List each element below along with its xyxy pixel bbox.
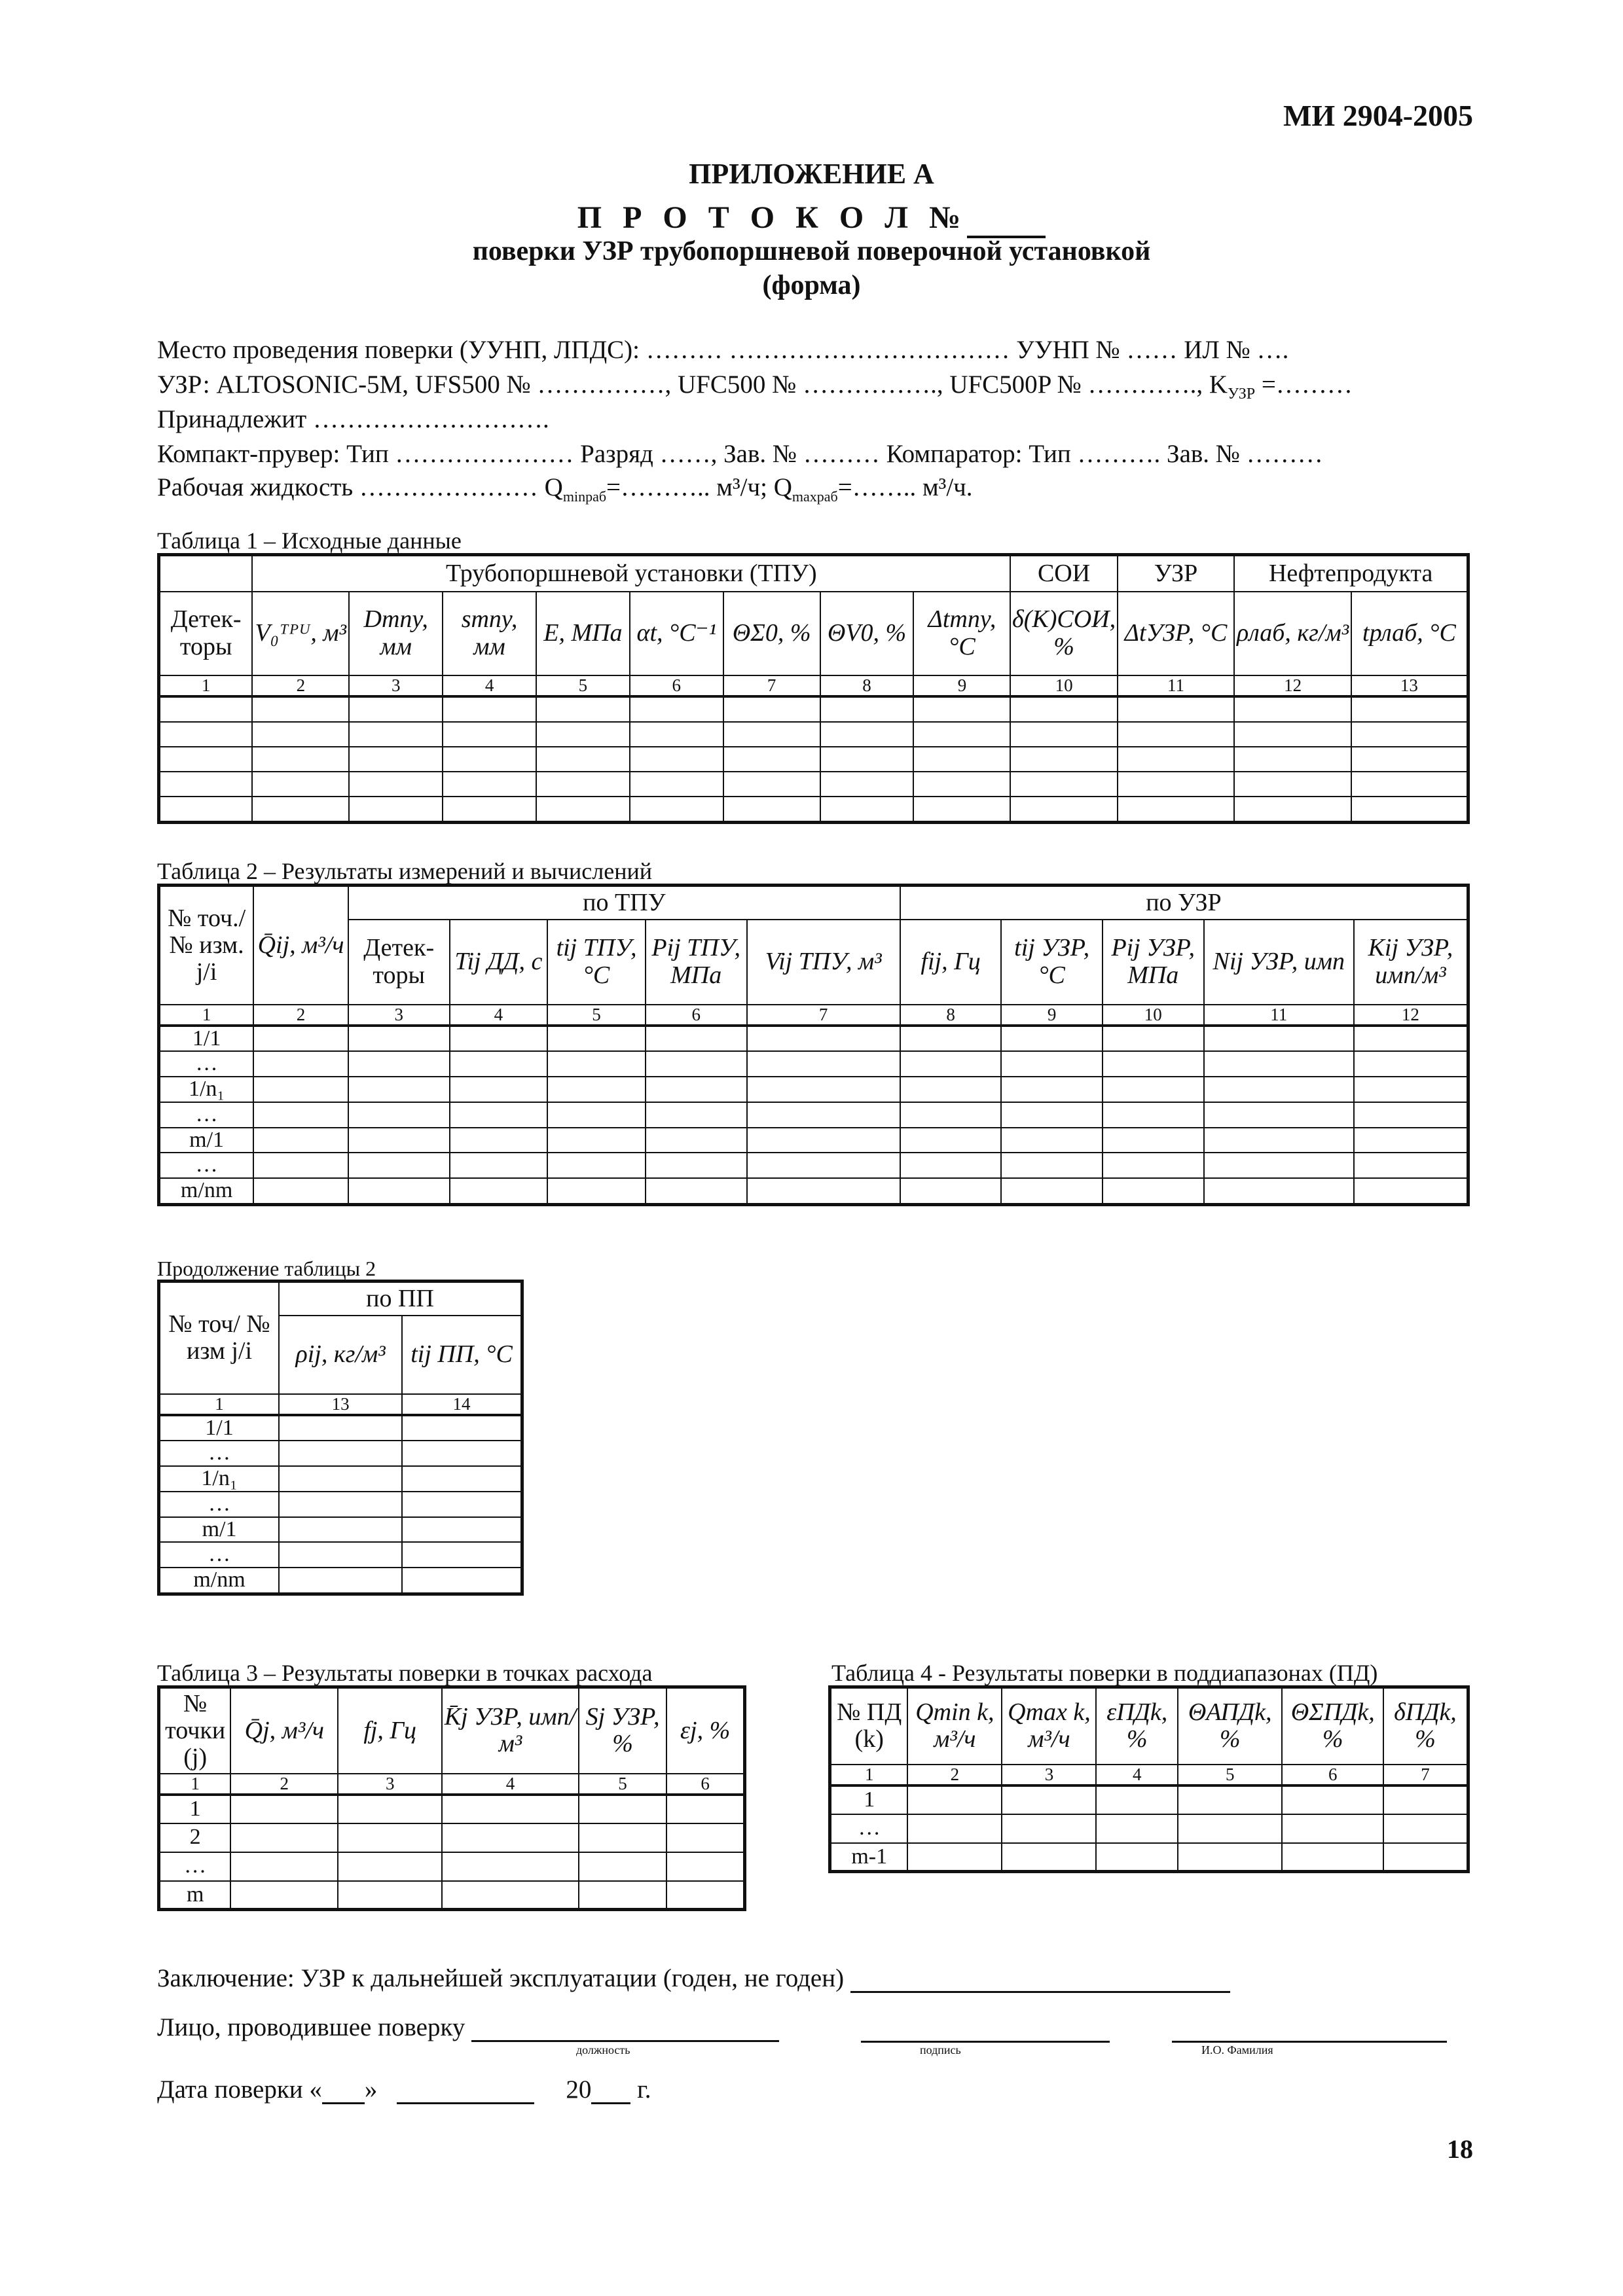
table2-row-label: m/nm	[159, 1178, 254, 1204]
table-row	[159, 1077, 1468, 1102]
table1-group-soi: СОИ	[1010, 555, 1117, 592]
table4-caption: Таблица 4 - Результаты поверки в поддиапазонах (ПД)	[831, 1660, 1378, 1686]
table1-num: 5	[536, 675, 630, 696]
table2-header-p-uzr: Pij УЗР, МПа	[1103, 920, 1204, 1005]
table2c-num: 1	[159, 1394, 280, 1415]
table3-row-label: 2	[159, 1823, 231, 1852]
info-fluid-text: Рабочая жидкость ………………… Q	[157, 473, 563, 501]
appendix-title: ПРИЛОЖЕНИЕ А	[689, 158, 934, 190]
table-row	[159, 1492, 522, 1517]
table2-header-t-dd: Tij ДД, с	[450, 920, 548, 1005]
table2-caption: Таблица 2 – Результаты измерений и вычислений	[157, 858, 653, 884]
table2-number-row	[159, 1005, 1468, 1026]
table1-header-theta-v: ΘV0, %	[820, 592, 914, 675]
table-row	[830, 1843, 1468, 1872]
table4-num: 7	[1383, 1765, 1468, 1785]
table4-num: 3	[1002, 1765, 1096, 1785]
table2-num: 10	[1103, 1005, 1204, 1026]
year-prefix: 20	[566, 2075, 592, 2104]
info-qmin-sub: minраб	[562, 488, 607, 505]
table4-row-label: m-1	[830, 1843, 908, 1872]
table-row	[159, 1466, 522, 1492]
table4-num: 5	[1178, 1765, 1282, 1785]
table2c-row-label: 1/1	[159, 1415, 280, 1441]
info-qmin-value: =……….. м³/ч; Q	[606, 473, 792, 501]
info-uzr-text: УЗР: ALTOSONIC-5M, UFS500 № ……………, UFC500 № ……………., UFC500P № …………., K	[157, 370, 1228, 399]
table-row	[159, 1153, 1468, 1178]
table2-header-v-tpu: Vij ТПУ, м³	[747, 920, 900, 1005]
table2-row-label: …	[159, 1153, 254, 1178]
table-row	[159, 1178, 1468, 1204]
table1-group-uzr: УЗР	[1118, 555, 1235, 592]
table4-header-eps: εПДk, %	[1096, 1687, 1177, 1765]
table1-header-d: Dтпу, мм	[349, 592, 443, 675]
info-line-prover: Компакт-прувер: Тип ………………… Разряд ……, Зав. № ……… Компаратор: Тип ………. Зав. № ………	[157, 440, 1323, 468]
table2c-header-rho: ρij, кг/м³	[279, 1316, 402, 1394]
conclusion-field[interactable]	[850, 1965, 1230, 1993]
table2c-num: 14	[402, 1394, 522, 1415]
table1-header-theta-sigma: ΘΣ0, %	[723, 592, 820, 675]
table1-header-s: sтпу, мм	[443, 592, 536, 675]
table1-blank-row	[159, 747, 1468, 772]
table1-num: 1	[159, 675, 253, 696]
table2-num: 8	[900, 1005, 1001, 1026]
protocol-subtitle: поверки УЗР трубопоршневой поверочной установкой	[472, 236, 1151, 266]
info-qmax-sub: maxраб	[792, 488, 838, 505]
table1-num: 8	[820, 675, 914, 696]
table1-num: 7	[723, 675, 820, 696]
table4-number-row	[830, 1765, 1468, 1785]
table3-num: 6	[666, 1774, 744, 1795]
table4-num: 1	[830, 1765, 908, 1785]
table2-num: 4	[450, 1005, 548, 1026]
table1-group-tpu: Трубопоршневой установки (ТПУ)	[252, 555, 1010, 592]
table1-header-detectors: Детек-торы	[159, 592, 253, 675]
info-qmax-value: =…….. м³/ч.	[837, 473, 973, 501]
table3-num: 1	[159, 1774, 231, 1795]
table3-num: 5	[579, 1774, 666, 1795]
table4	[828, 1685, 1470, 1873]
info-line-uzr	[157, 370, 1353, 403]
table1-num: 3	[349, 675, 443, 696]
table2c-header-point: № точ/ № изм j/i	[159, 1282, 280, 1394]
table3	[157, 1685, 746, 1911]
info-line-owner: Принадлежит ……………………….	[157, 405, 549, 433]
name-field[interactable]	[1172, 2041, 1447, 2043]
table2	[157, 884, 1470, 1206]
table2-num: 2	[253, 1005, 348, 1026]
table2c-number-row	[159, 1394, 522, 1415]
table1-caption: Таблица 1 – Исходные данные	[157, 528, 462, 554]
table3-header-eps: εj, %	[666, 1687, 744, 1774]
table3-header-k: K̄j УЗР, имп/м³	[442, 1687, 579, 1774]
info-k-value: =………	[1255, 370, 1353, 399]
table1-num: 9	[913, 675, 1010, 696]
table-row	[159, 1881, 745, 1910]
table2-header-detectors: Детек-торы	[348, 920, 450, 1005]
table4-num: 6	[1282, 1765, 1383, 1785]
signature-caption: подпись	[920, 2043, 961, 2056]
signature-field[interactable]	[861, 2041, 1110, 2043]
table2c-row-label: m/1	[159, 1517, 280, 1543]
table1-number-row	[159, 675, 1468, 696]
table-row	[159, 1542, 522, 1568]
date-quote-close: »	[364, 2075, 378, 2104]
table3-row-label: …	[159, 1852, 231, 1881]
table2-num: 11	[1204, 1005, 1354, 1026]
table1-group-oil: Нефтепродукта	[1234, 555, 1468, 592]
table1-num: 2	[252, 675, 349, 696]
table1-header-delta-soi: δ(K)СОИ, %	[1010, 592, 1117, 675]
document-id: МИ 2904-2005	[1283, 99, 1474, 132]
table2-header-k-uzr: Kij УЗР, имп/м³	[1354, 920, 1468, 1005]
table-row	[159, 1568, 522, 1594]
table1-header-alpha: αt, °C⁻¹	[630, 592, 723, 675]
info-line-place: Место проведения поверки (УУНП, ЛПДС): ……… …………………………… УУНП № …… ИЛ № ….	[157, 336, 1289, 364]
table4-header-theta-sigma: ΘΣПДk, %	[1282, 1687, 1383, 1765]
table4-header-qmin: Qmin k, м³/ч	[907, 1687, 1002, 1765]
table1-blank-row	[159, 797, 1468, 823]
table4-header-qmax: Qmax k, м³/ч	[1002, 1687, 1096, 1765]
table2-row-label: …	[159, 1102, 254, 1128]
table1-num: 11	[1118, 675, 1235, 696]
table2c-row-label: m/nm	[159, 1568, 280, 1594]
table2c-group-pp: по ПП	[279, 1282, 522, 1316]
table1-header-v0: V₀ᵀᴾᵁ, м³	[252, 592, 349, 675]
table2-num: 7	[747, 1005, 900, 1026]
table2-header-n-uzr: Nij УЗР, имп	[1204, 920, 1354, 1005]
table4-header-delta: δПДk, %	[1383, 1687, 1468, 1765]
table3-header-s: Sj УЗР, %	[579, 1687, 666, 1774]
table2c-row-label: …	[159, 1441, 280, 1466]
table2-num: 1	[159, 1005, 254, 1026]
date-line	[157, 2075, 651, 2104]
table2-group-uzr: по УЗР	[900, 886, 1468, 920]
table1-header-e: E, МПа	[536, 592, 630, 675]
table2-header-p-tpu: Pij ТПУ, МПа	[646, 920, 747, 1005]
table2-num: 5	[547, 1005, 646, 1026]
table2-header-t-tpu: tij ТПУ, °C	[547, 920, 646, 1005]
year-suffix: г.	[637, 2075, 651, 2104]
table-row	[159, 1823, 745, 1852]
table3-number-row	[159, 1774, 745, 1795]
table2-header-q: Q̄ij, м³/ч	[253, 886, 348, 1005]
table1-blank-row	[159, 722, 1468, 747]
page-number: 18	[1447, 2134, 1473, 2164]
table1-blank-row	[159, 696, 1468, 722]
table1-header-dt-tpu: Δtтпу, °C	[913, 592, 1010, 675]
table2-num: 3	[348, 1005, 450, 1026]
table2c-row-label: 1/n₁	[159, 1466, 280, 1492]
table2c-row-label: …	[159, 1542, 280, 1568]
person-line	[157, 2013, 779, 2042]
table1-header-dt-uzr: ΔtУЗР, °C	[1118, 592, 1235, 675]
table2-header-t-uzr: tij УЗР, °C	[1001, 920, 1103, 1005]
table-row	[159, 1852, 745, 1881]
table3-header-q: Q̄j, м³/ч	[230, 1687, 338, 1774]
table2-row-label: m/1	[159, 1128, 254, 1153]
table3-num: 3	[338, 1774, 442, 1795]
table2-header-f: fij, Гц	[900, 920, 1001, 1005]
table2-row-label: 1/n₁	[159, 1077, 254, 1102]
table4-num: 4	[1096, 1765, 1177, 1785]
table1-num: 12	[1234, 675, 1351, 696]
person-label: Лицо, проводившее поверку	[157, 2013, 465, 2041]
table3-header-f: fj, Гц	[338, 1687, 442, 1774]
table2-num: 9	[1001, 1005, 1103, 1026]
table2-group-tpu: по ТПУ	[348, 886, 900, 920]
table2c-caption: Продолжение таблицы 2	[157, 1257, 376, 1280]
table-row	[159, 1415, 522, 1441]
table2c-row-label: …	[159, 1492, 280, 1517]
table1-num: 6	[630, 675, 723, 696]
position-field[interactable]	[471, 2014, 779, 2042]
info-line-fluid	[157, 473, 973, 505]
table-row	[830, 1814, 1468, 1843]
table1-num: 4	[443, 675, 536, 696]
table2c-header-t-pp: tij ПП, °C	[402, 1316, 522, 1394]
table1-num: 10	[1010, 675, 1117, 696]
table2-num: 6	[646, 1005, 747, 1026]
name-caption: И.О. Фамилия	[1201, 2043, 1273, 2056]
table2c-num: 13	[279, 1394, 402, 1415]
conclusion-line	[157, 1964, 1230, 1993]
table3-row-label: m	[159, 1881, 231, 1910]
protocol-label: П Р О Т О К О Л №	[577, 200, 968, 235]
table1-num: 13	[1351, 675, 1468, 696]
date-label: Дата поверки «	[157, 2075, 322, 2104]
table3-row-label: 1	[159, 1795, 231, 1823]
table4-num: 2	[907, 1765, 1002, 1785]
table2-row-label: 1/1	[159, 1026, 254, 1052]
table3-num: 2	[230, 1774, 338, 1795]
table1-header-rho: ρлаб, кг/м³	[1234, 592, 1351, 675]
table-row	[159, 1026, 1468, 1052]
date-day-field[interactable]	[322, 2079, 365, 2104]
form-label: (форма)	[762, 270, 861, 300]
table2-row-label: …	[159, 1051, 254, 1077]
table-row	[159, 1102, 1468, 1128]
table2-continuation	[157, 1280, 524, 1596]
table4-header-theta-a: ΘАПДk, %	[1178, 1687, 1282, 1765]
table1-blank-row	[159, 772, 1468, 797]
table1-header-t-rho: tрлаб, °C	[1351, 592, 1468, 675]
table-row	[159, 1517, 522, 1543]
table1-empty-corner	[159, 555, 253, 592]
table-row	[159, 1795, 745, 1823]
position-caption: должность	[576, 2043, 630, 2056]
table-row	[159, 1051, 1468, 1077]
table-row	[159, 1128, 1468, 1153]
table-row	[830, 1785, 1468, 1814]
date-year-field[interactable]	[591, 2079, 630, 2104]
table3-header-point: № точки (j)	[159, 1687, 231, 1774]
table4-row-label: 1	[830, 1785, 908, 1814]
table1	[157, 553, 1470, 824]
table4-header-pd: № ПД (k)	[830, 1687, 908, 1765]
table3-num: 4	[442, 1774, 579, 1795]
conclusion-label: Заключение: УЗР к дальнейшей эксплуатации (годен, не годен)	[157, 1964, 845, 1992]
table2-header-point: № точ./ № изм. j/i	[159, 886, 254, 1005]
table4-row-label: …	[830, 1814, 908, 1843]
table2-num: 12	[1354, 1005, 1468, 1026]
table-row	[159, 1441, 522, 1466]
protocol-number-blank	[967, 200, 1046, 238]
date-month-field[interactable]	[397, 2079, 534, 2104]
protocol-title	[0, 200, 1623, 238]
info-k-sub: УЗР	[1228, 385, 1256, 403]
table3-caption: Таблица 3 – Результаты поверки в точках расхода	[157, 1660, 653, 1686]
